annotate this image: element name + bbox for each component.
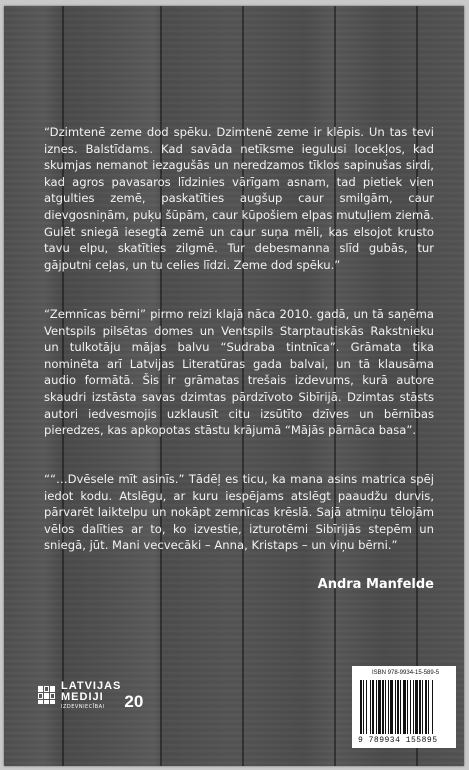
barcode-label: [352, 666, 456, 748]
publisher-mark-icon: [38, 686, 56, 704]
barcode-digits: 9 789934 155895: [358, 736, 438, 745]
isbn-text: ISBN 978-9934-15-589-5: [372, 670, 440, 676]
publisher-anniversary-number: 20: [124, 692, 144, 711]
publisher-line2: MEDIJI: [61, 690, 104, 703]
publisher-name: [61, 681, 121, 710]
quote-paragraph: “Dzimtenē zeme dod spēku. Dzimtenē zeme ir klēpis. Un tas tevi iznes. Balstīdams. Kad savāda netīksme iegulusi locekļos, kad skumjas nemanot iezagušās un neredzamos tīklos sapinušas sirdi, kad agros pavasaros līdzinies vārīgam asnam, tad pietiek vien atgulties zemē, paskatīties augšup caur smilgām, caur dievgosniņām, puķu šūpām, caur kūpošiem elpas mutuļiem ziemā. Gulēt sniegā iesegtā zemē un caur suņa mēli, kas elsojot krusto tavu elpu, skatīties zilgmē. Tur debesmanna slīd gubās, tur gājputni ceļas, un tu celies līdzi. Zeme dod spēku.”: [44, 125, 434, 272]
publisher-logo: [38, 678, 143, 712]
book-back-cover: [4, 6, 464, 766]
barcode-icon: [358, 680, 450, 736]
publisher-line3: IZDEVNIECĪBAI: [61, 703, 105, 710]
publisher-line1: LATVIJAS: [61, 679, 122, 692]
author-name: Andra Manfelde: [317, 577, 434, 592]
author-quote-paragraph: ““…Dvēsele mīt asinīs.” Tādēļ es ticu, ka mana asins matrica spēj iedot kodu. Atslēgu, ar kuru iespējams atslēgt paaudžu durvis, pārvarēt laiktelpu un nokāpt zemnīcas krēslā. Sajā atmiņu tēlojām vēlos dalīties ar to, ko izvestie, izturotēmi Sibīrijās stepēm un sniegā, jūt. Mani vecvecāki – Anna, Kristaps – un viņu bērni.”: [44, 472, 434, 553]
description-paragraph: “Zemnīcas bērni” pirmo reizi klajā nāca 2010. gadā, un tā saņēma Ventspils pilsētas domes un Ventspils Starptautiskās Rakstnieku un tulkotāju mājas balvu “Sudraba tintnīca”. Grāmata tika nominēta arī Latvijas Literatūras gada balvai, un tā klausāma audio formātā. Šis ir grāmatas trešais izdevums, kurā autore skaudri izstāsta savas dzimtas pārdzīvoto Sibīrijā. Dzimtas stāsts autori iedvesmojis uzklausīt citu izsūtīto dzīves un bērnības pieredzes, kas apkopotas stāstu krājumā “Mājās pārnāca basa”.: [44, 307, 434, 438]
